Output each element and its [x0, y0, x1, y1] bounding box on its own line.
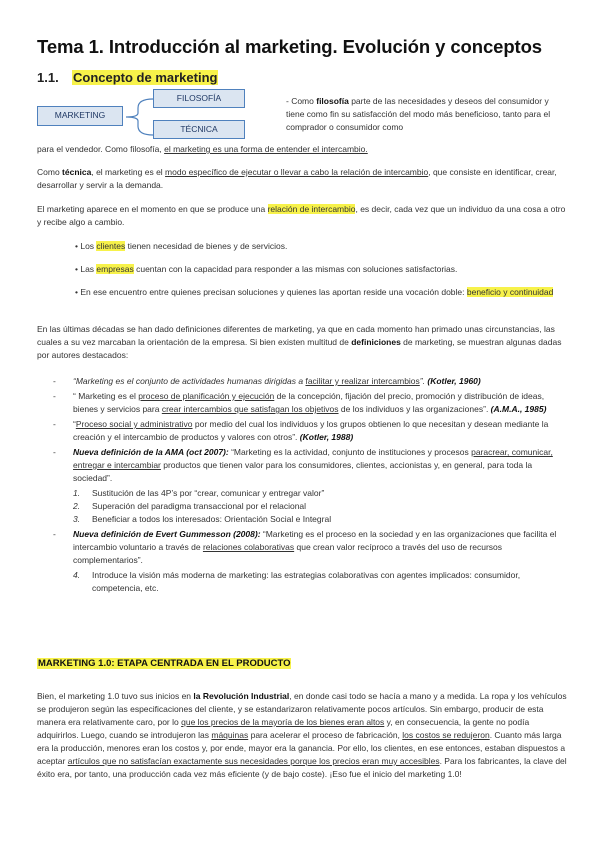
definition-kotler-1988: - “Proceso social y administrativo por medio del cual los individuos y los grupos obtienen lo que necesitan y desean mediante la creación y el intercambio de productos y valores con otros”. (Kotler, 1988) [53, 419, 549, 442]
intercambio-paragraph: El marketing aparece en el momento en que se produce una relación de intercambio, es decir, cada vez que un individuo da una cosa a otro y recibe algo a cambio. [37, 204, 566, 227]
filosofia-note-continued: para el vendedor. Como filosofía, el marketing es una forma de entender el intercambio. [37, 144, 368, 154]
marketing-1-paragraph: Bien, el marketing 1.0 tuvo sus inicios en la Revolución Industrial, en donde casi todo se hacía a mano y a medida. La ropa y los vehículos se produjeron según las especificaciones del cliente, y se estandarizaron relativamente pocos artículos. Sin embargo, producir de esta manera era relativamente caro, por lo que los precios de la mayoría de los bienes eran altos y, en consecuencia, la gente no podía adquirirlos. Luego, cuando se introdujeron las máquinas para acelerar el proceso de fabricación, los costos se redujeron. Cuanto más larga era la producción, menores eran los costos y, por ende, mayor era la ganancia. Por ello, los clientes, en ese entonces, estaban dispuestos a aceptar artículos que no satisfacían exactamente sus necesidades porque los precios eran muy accesibles. Para los fabricantes, la clave del éxito era, por tanto, una producción cada vez más eficiente (y de bajo coste). ¡Eso fue el inicio del marketing 1.0! [37, 691, 567, 779]
ama-2007-point-1: 1. Sustitución de las 4P’s por “crear, comunicar y entregar valor” [73, 488, 325, 498]
definition-kotler-1960: - “Marketing es el conjunto de actividades humanas dirigidas a facilitar y realizar intercambios”. (Kotler, 1960) [53, 376, 481, 386]
bullet-encuentro: • En ese encuentro entre quienes precisan soluciones y quienes las aportan reside una vocación doble: beneficio y continuidad [75, 287, 554, 297]
ama-2007-point-3: 3. Beneficiar a todos los interesados: Orientación Social e Integral [73, 514, 332, 524]
gummesson-point-4: 4. Introduce la visión más moderna de marketing: las estrategias colaborativas con agentes implicados: consumidor, competencia, etc. [73, 570, 521, 593]
page-title: Tema 1. Introducción al marketing. Evolución y conceptos [37, 36, 542, 57]
section-number: 1.1. [37, 70, 59, 85]
section-title: Concepto de marketing [73, 70, 218, 85]
filosofia-note: - Como filosofía parte de las necesidades y deseos del consumidor y tiene como fin su satisfacción del modo más beneficioso, tanto para el comprador o consumidor como [286, 96, 551, 132]
bullet-empresas: • Las empresas cuentan con la capacidad para responder a las mismas con soluciones satisfactorias. [75, 264, 458, 274]
definition-gummesson-2008: - Nueva definición de Evert Gummesson (2008): “Marketing es el proceso en la sociedad y en las organizaciones que facilita el intercambio voluntario a través de relaciones colaborativas que crean valor recíproco a través del uso de recursos complementarios”. [53, 529, 557, 565]
diagram-branch-filosofia: FILOSOFÍA [153, 89, 245, 108]
definitions-list [37, 375, 567, 595]
diagram-root-box: MARKETING [37, 106, 123, 126]
diagram-branch-tecnica: TÉCNICA [153, 120, 245, 139]
definitions-intro: En las últimas décadas se han dado definiciones diferentes de marketing, ya que en cada momento han primado unas circunstancias, las cuales a su vez marcaban la orientación de la empresa. Si bien existen multitud de definiciones de marketing, se muestran algunas dadas por autores destacados: [37, 324, 562, 360]
ama-2007-point-2: 2. Superación del paradigma transaccional por el relacional [73, 501, 307, 511]
diagram-brace [120, 96, 156, 138]
definition-ama-1985: - “ Marketing es el proceso de planificación y ejecución de la concepción, fijación del precio, promoción y distribución de ideas, bienes y servicios para crear intercambios que satisfagan los objetivos de los individuos y las organizaciones”. (A.M.A., 1985) [53, 391, 547, 414]
definition-ama-2007: - Nueva definición de la AMA (oct 2007): “Marketing es la actividad, conjunto de instituciones y procesos paracrear, comunicar, entregar e intercambiar productos que tienen valor para los consumidores, clientes, accionistas y, en general, para toda la sociedad”. [53, 447, 553, 483]
tecnica-paragraph: Como técnica, el marketing es el modo específico de ejecutar o llevar a cabo la relación de intercambio, que consiste en identificar, crear, desarrollar y servir a la demanda. [37, 167, 557, 190]
marketing-1-heading: MARKETING 1.0: ETAPA CENTRADA EN EL PRODUCTO [38, 658, 291, 669]
bullet-clientes: • Los clientes tienen necesidad de bienes y de servicios. [75, 241, 288, 251]
